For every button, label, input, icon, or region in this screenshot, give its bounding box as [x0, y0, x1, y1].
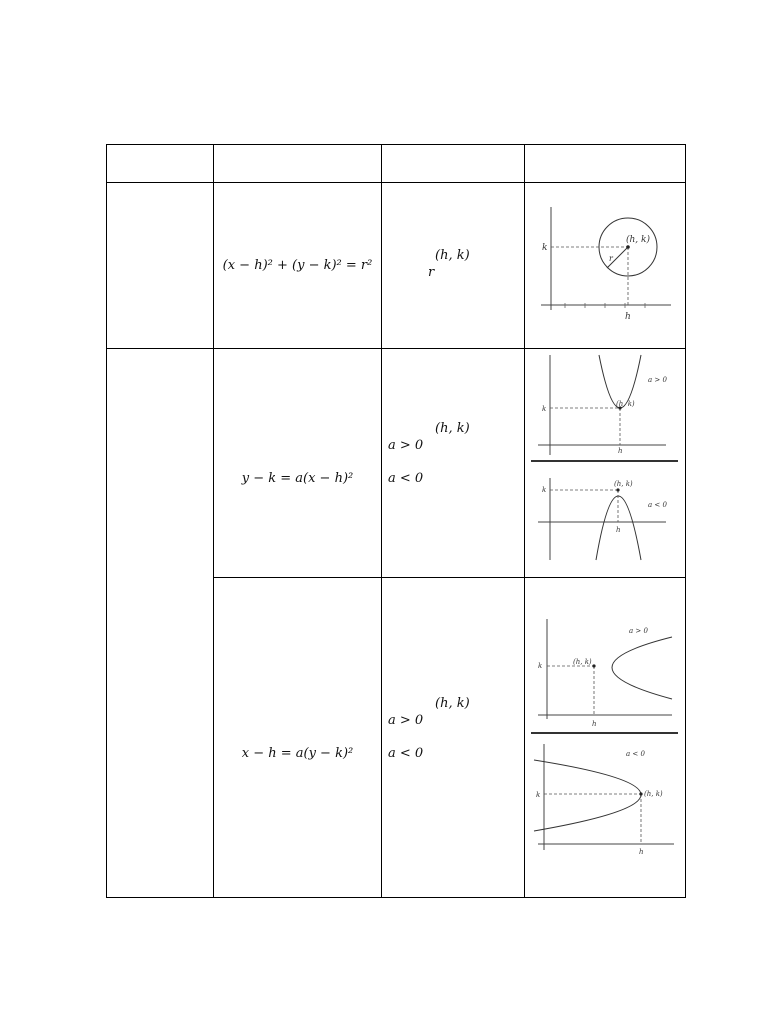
left-k-text: k [536, 791, 541, 799]
horizontal-parabola-left-graph [532, 742, 678, 856]
table-left-border [106, 144, 107, 898]
down-vertex-point [616, 488, 619, 491]
right-vertex-point [592, 664, 595, 667]
right-vertex-text: (h, k) [573, 658, 592, 666]
left-cond-text: a < 0 [626, 750, 645, 758]
circle-k-text: k [542, 243, 548, 253]
down-k-text: k [542, 486, 547, 494]
right-h-text: h [592, 720, 597, 728]
vertical-parabola-cond-pos: a > 0 [388, 438, 424, 453]
column-divider-3 [524, 144, 525, 898]
vertical-parabola-graph-divider [531, 460, 678, 462]
horizontal-parabola-right-graph [532, 617, 678, 729]
circle-r-text: r [609, 254, 613, 263]
left-h-text: h [639, 848, 644, 856]
vertical-parabola-cond-neg: a < 0 [388, 471, 424, 486]
horizontal-parabola-graph-divider [531, 732, 678, 734]
horizontal-parabola-vertex-label: (h, k) [435, 696, 470, 711]
left-vertex-point [639, 792, 642, 795]
left-parabola-curve [534, 760, 641, 831]
down-h-text: h [616, 526, 621, 534]
table-right-border [685, 144, 686, 898]
circle-row-border [106, 348, 686, 349]
right-k-text: k [538, 662, 543, 670]
circle-h-text: h [625, 312, 631, 322]
up-vertex-text: (h, k) [616, 400, 635, 408]
horizontal-parabola-cond-pos: a > 0 [388, 713, 424, 728]
vertical-parabola-vertex-label: (h, k) [435, 421, 470, 436]
right-cond-text: a > 0 [629, 627, 648, 635]
down-vertex-text: (h, k) [614, 480, 633, 488]
parabola-split-border [213, 577, 686, 578]
down-cond-text: a < 0 [648, 501, 667, 509]
circle-graph [535, 205, 675, 325]
circle-center-text: (h, k) [626, 235, 650, 245]
circle-center-label: (h, k) [435, 248, 470, 263]
circle-center-point [626, 245, 630, 249]
table-bottom-border [106, 897, 686, 898]
header-cell-1 [107, 145, 213, 182]
left-vertex-text: (h, k) [644, 790, 663, 798]
vertical-parabola-up-graph [532, 353, 678, 457]
horizontal-parabola-cond-neg: a < 0 [388, 746, 424, 761]
header-cell-3 [382, 145, 524, 182]
header-cell-2 [214, 145, 381, 182]
vertical-parabola-down-graph [532, 476, 678, 562]
right-parabola-curve [612, 637, 672, 699]
header-row-border [106, 182, 686, 183]
horizontal-parabola-equation: x − h = a(y − k)² [241, 746, 354, 761]
up-h-text: h [618, 447, 623, 455]
vertical-parabola-equation: y − k = a(x − h)² [241, 471, 354, 486]
column-divider-2 [381, 144, 382, 898]
up-k-text: k [542, 405, 547, 413]
circle-equation: (x − h)² + (y − k)² = r² [222, 258, 373, 273]
up-cond-text: a > 0 [648, 376, 667, 384]
header-cell-4 [525, 145, 685, 182]
circle-radius-label: r [428, 265, 435, 280]
